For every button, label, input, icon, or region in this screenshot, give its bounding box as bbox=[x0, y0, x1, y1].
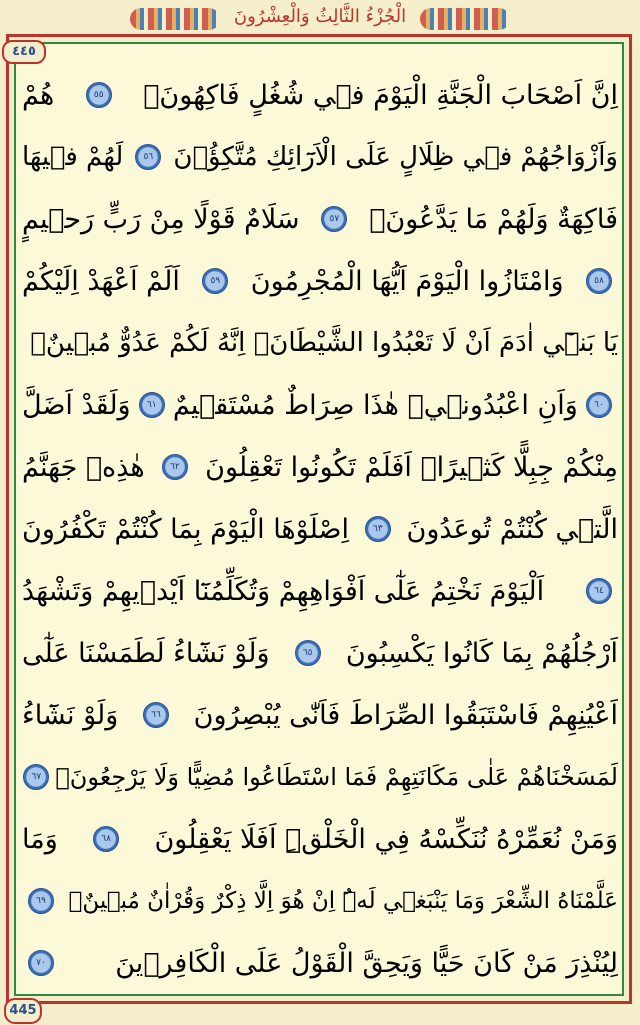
verse-number-marker bbox=[162, 454, 188, 480]
verse-number: ٥٨ bbox=[594, 276, 604, 286]
verse-number: ٥٧ bbox=[329, 214, 340, 224]
verse-number-marker bbox=[586, 578, 612, 604]
verse-text: وَاَنِ اعْبُدُون۪يۜ هٰذَا صِرَاطٌ مُسْتَق۪يمٌ bbox=[172, 389, 578, 421]
verse-number-marker bbox=[93, 826, 119, 852]
verse-number: ٦٣ bbox=[372, 524, 383, 534]
verse-text: اَرْجُلُهُمْ بِمَا كَانُوا يَكْسِبُونَ bbox=[345, 637, 618, 669]
text-line bbox=[22, 188, 618, 250]
verse-text: وَلَوْ نَشَٓاءُ لَطَمَسْنَا عَلٰٓى bbox=[22, 637, 270, 669]
text-lines bbox=[22, 64, 618, 994]
verse-number-marker bbox=[143, 702, 169, 728]
verse-number-marker bbox=[321, 206, 347, 232]
text-line bbox=[22, 312, 618, 374]
text-line bbox=[22, 622, 618, 684]
verse-text: الَّت۪ي كُنْتُمْ تُوعَدُونَ bbox=[406, 513, 618, 545]
text-line bbox=[22, 808, 618, 870]
verse-number-marker bbox=[28, 950, 54, 976]
text-line bbox=[22, 374, 618, 436]
verse-number-marker bbox=[28, 888, 54, 914]
verse-text: وَاَزْوَاجُهُمْ ف۪ي ظِلَالٍ عَلَى الْاَرَٓائِكِ مُتَّكِؤُ۫نَ bbox=[173, 142, 618, 172]
verse-number: ٥٦ bbox=[143, 152, 154, 162]
verse-number-marker bbox=[586, 392, 612, 418]
text-line bbox=[22, 746, 618, 808]
verse-number: ٦٦ bbox=[151, 710, 161, 720]
verse-number: ٦٢ bbox=[170, 462, 180, 472]
verse-text: اِصْلَوْهَا الْيَوْمَ بِمَا كُنْتُمْ تَكْفُرُونَ bbox=[22, 513, 349, 545]
verse-text: هُمْ bbox=[22, 79, 55, 111]
verse-number: ٥٩ bbox=[210, 276, 221, 286]
verse-text: لَمَسَخْنَاهُمْ عَلٰى مَكَانَتِهِمْ فَمَا اسْتَطَاعُوا مُضِيًّا وَلَا يَرْجِعُونَ۟ bbox=[55, 763, 618, 791]
verse-number-marker bbox=[23, 764, 49, 790]
text-line bbox=[22, 250, 618, 312]
verse-text: مِنْكُمْ جِبِلًّا كَث۪يرًاۜ اَفَلَمْ تَكُونُوا تَعْقِلُونَ bbox=[205, 451, 618, 483]
verse-text: هٰذِه۪ جَهَنَّمُ bbox=[22, 451, 145, 483]
page-number-top: ٤٤٥ bbox=[2, 40, 46, 64]
verse-text: وَامْتَازُوا الْيَوْمَ اَيُّهَا الْمُجْرِمُونَ bbox=[250, 265, 564, 297]
verse-number-marker bbox=[135, 144, 161, 170]
text-line bbox=[22, 932, 618, 994]
verse-number: ٦٤ bbox=[594, 586, 604, 596]
verse-text: لِيُنْذِرَ مَنْ كَانَ حَيًّا وَيَحِقَّ الْقَوْلُ عَلَى الْكَافِر۪ينَ bbox=[115, 947, 618, 979]
verse-text: وَمَا bbox=[22, 823, 58, 855]
juz-title: الْجُزْءُ الثَّالِثُ وَالْعِشْرُونَ bbox=[233, 6, 407, 27]
verse-number: ٦٩ bbox=[36, 896, 46, 906]
verse-number: ٦٧ bbox=[31, 772, 42, 782]
verse-text: عَلَّمْنَاهُ الشِّعْرَ وَمَا يَنْبَغ۪ي لَهُۜ اِنْ هُوَ اِلَّا ذِكْرٌ وَقُرْاٰنٌ مُب۪ينٌۙ bbox=[68, 888, 618, 914]
verse-text: اِنَّ اَصْحَابَ الْجَنَّةِ الْيَوْمَ ف۪ي شُغُلٍ فَاكِهُونَۚ bbox=[143, 79, 618, 111]
verse-text: يَا بَن۪ٓي اٰدَمَ اَنْ لَا تَعْبُدُوا الشَّيْطَانَۚ اِنَّهُ لَكُمْ عَدُوٌّ مُب۪ينٌۙ bbox=[30, 328, 618, 358]
verse-text: اَلَمْ اَعْهَدْ اِلَيْكُمْ bbox=[22, 265, 180, 297]
verse-number-marker bbox=[295, 640, 321, 666]
verse-text: اَعْيُنِهِمْ فَاسْتَبَقُوا الصِّرَاطَ فَاَنّٰى يُبْصِرُونَ bbox=[193, 699, 618, 731]
text-line bbox=[22, 436, 618, 498]
verse-text: وَمَنْ نُعَمِّرْهُ نُنَكِّسْهُ فِي الْخَلْقِۜ اَفَلَا يَعْقِلُونَ bbox=[154, 823, 618, 855]
verse-number: ٦١ bbox=[146, 400, 157, 410]
text-line bbox=[22, 64, 618, 126]
verse-number: ٦٥ bbox=[302, 648, 313, 658]
verse-number-marker bbox=[139, 392, 165, 418]
verse-number-marker bbox=[202, 268, 228, 294]
header-ornament-left bbox=[130, 8, 220, 30]
verse-text: اَلْيَوْمَ نَخْتِمُ عَلٰٓى اَفْوَاهِهِمْ وَتُكَلِّمُنَٓا اَيْد۪يهِمْ وَتَشْهَدُ bbox=[22, 575, 545, 607]
text-line bbox=[22, 498, 618, 560]
verse-number: ٦٠ bbox=[594, 400, 604, 410]
page-number-bottom: 445 bbox=[4, 998, 42, 1024]
text-line bbox=[22, 126, 618, 188]
verse-number: ٧٠ bbox=[36, 958, 46, 968]
verse-number: ٦٨ bbox=[101, 834, 111, 844]
verse-text: وَلَوْ نَشَٓاءُ bbox=[22, 699, 119, 731]
verse-text: فَاكِهَةٌ وَلَهُمْ مَا يَدَّعُونَۚ bbox=[369, 203, 618, 235]
verse-number: ٥٥ bbox=[93, 90, 104, 100]
text-line bbox=[22, 870, 618, 932]
text-line bbox=[22, 560, 618, 622]
verse-number-marker bbox=[586, 268, 612, 294]
verse-number-marker bbox=[365, 516, 391, 542]
verse-text: لَهُمْ ف۪يهَا bbox=[22, 142, 124, 172]
header-ornament-right bbox=[420, 8, 510, 30]
verse-number-marker bbox=[86, 82, 112, 108]
verse-text: سَلَامٌ قَوْلًا مِنْ رَبٍّ رَح۪يمٍ bbox=[22, 203, 300, 235]
verse-text: وَلَقَدْ اَضَلَّ bbox=[22, 389, 131, 421]
text-line bbox=[22, 684, 618, 746]
page-header bbox=[130, 2, 510, 34]
